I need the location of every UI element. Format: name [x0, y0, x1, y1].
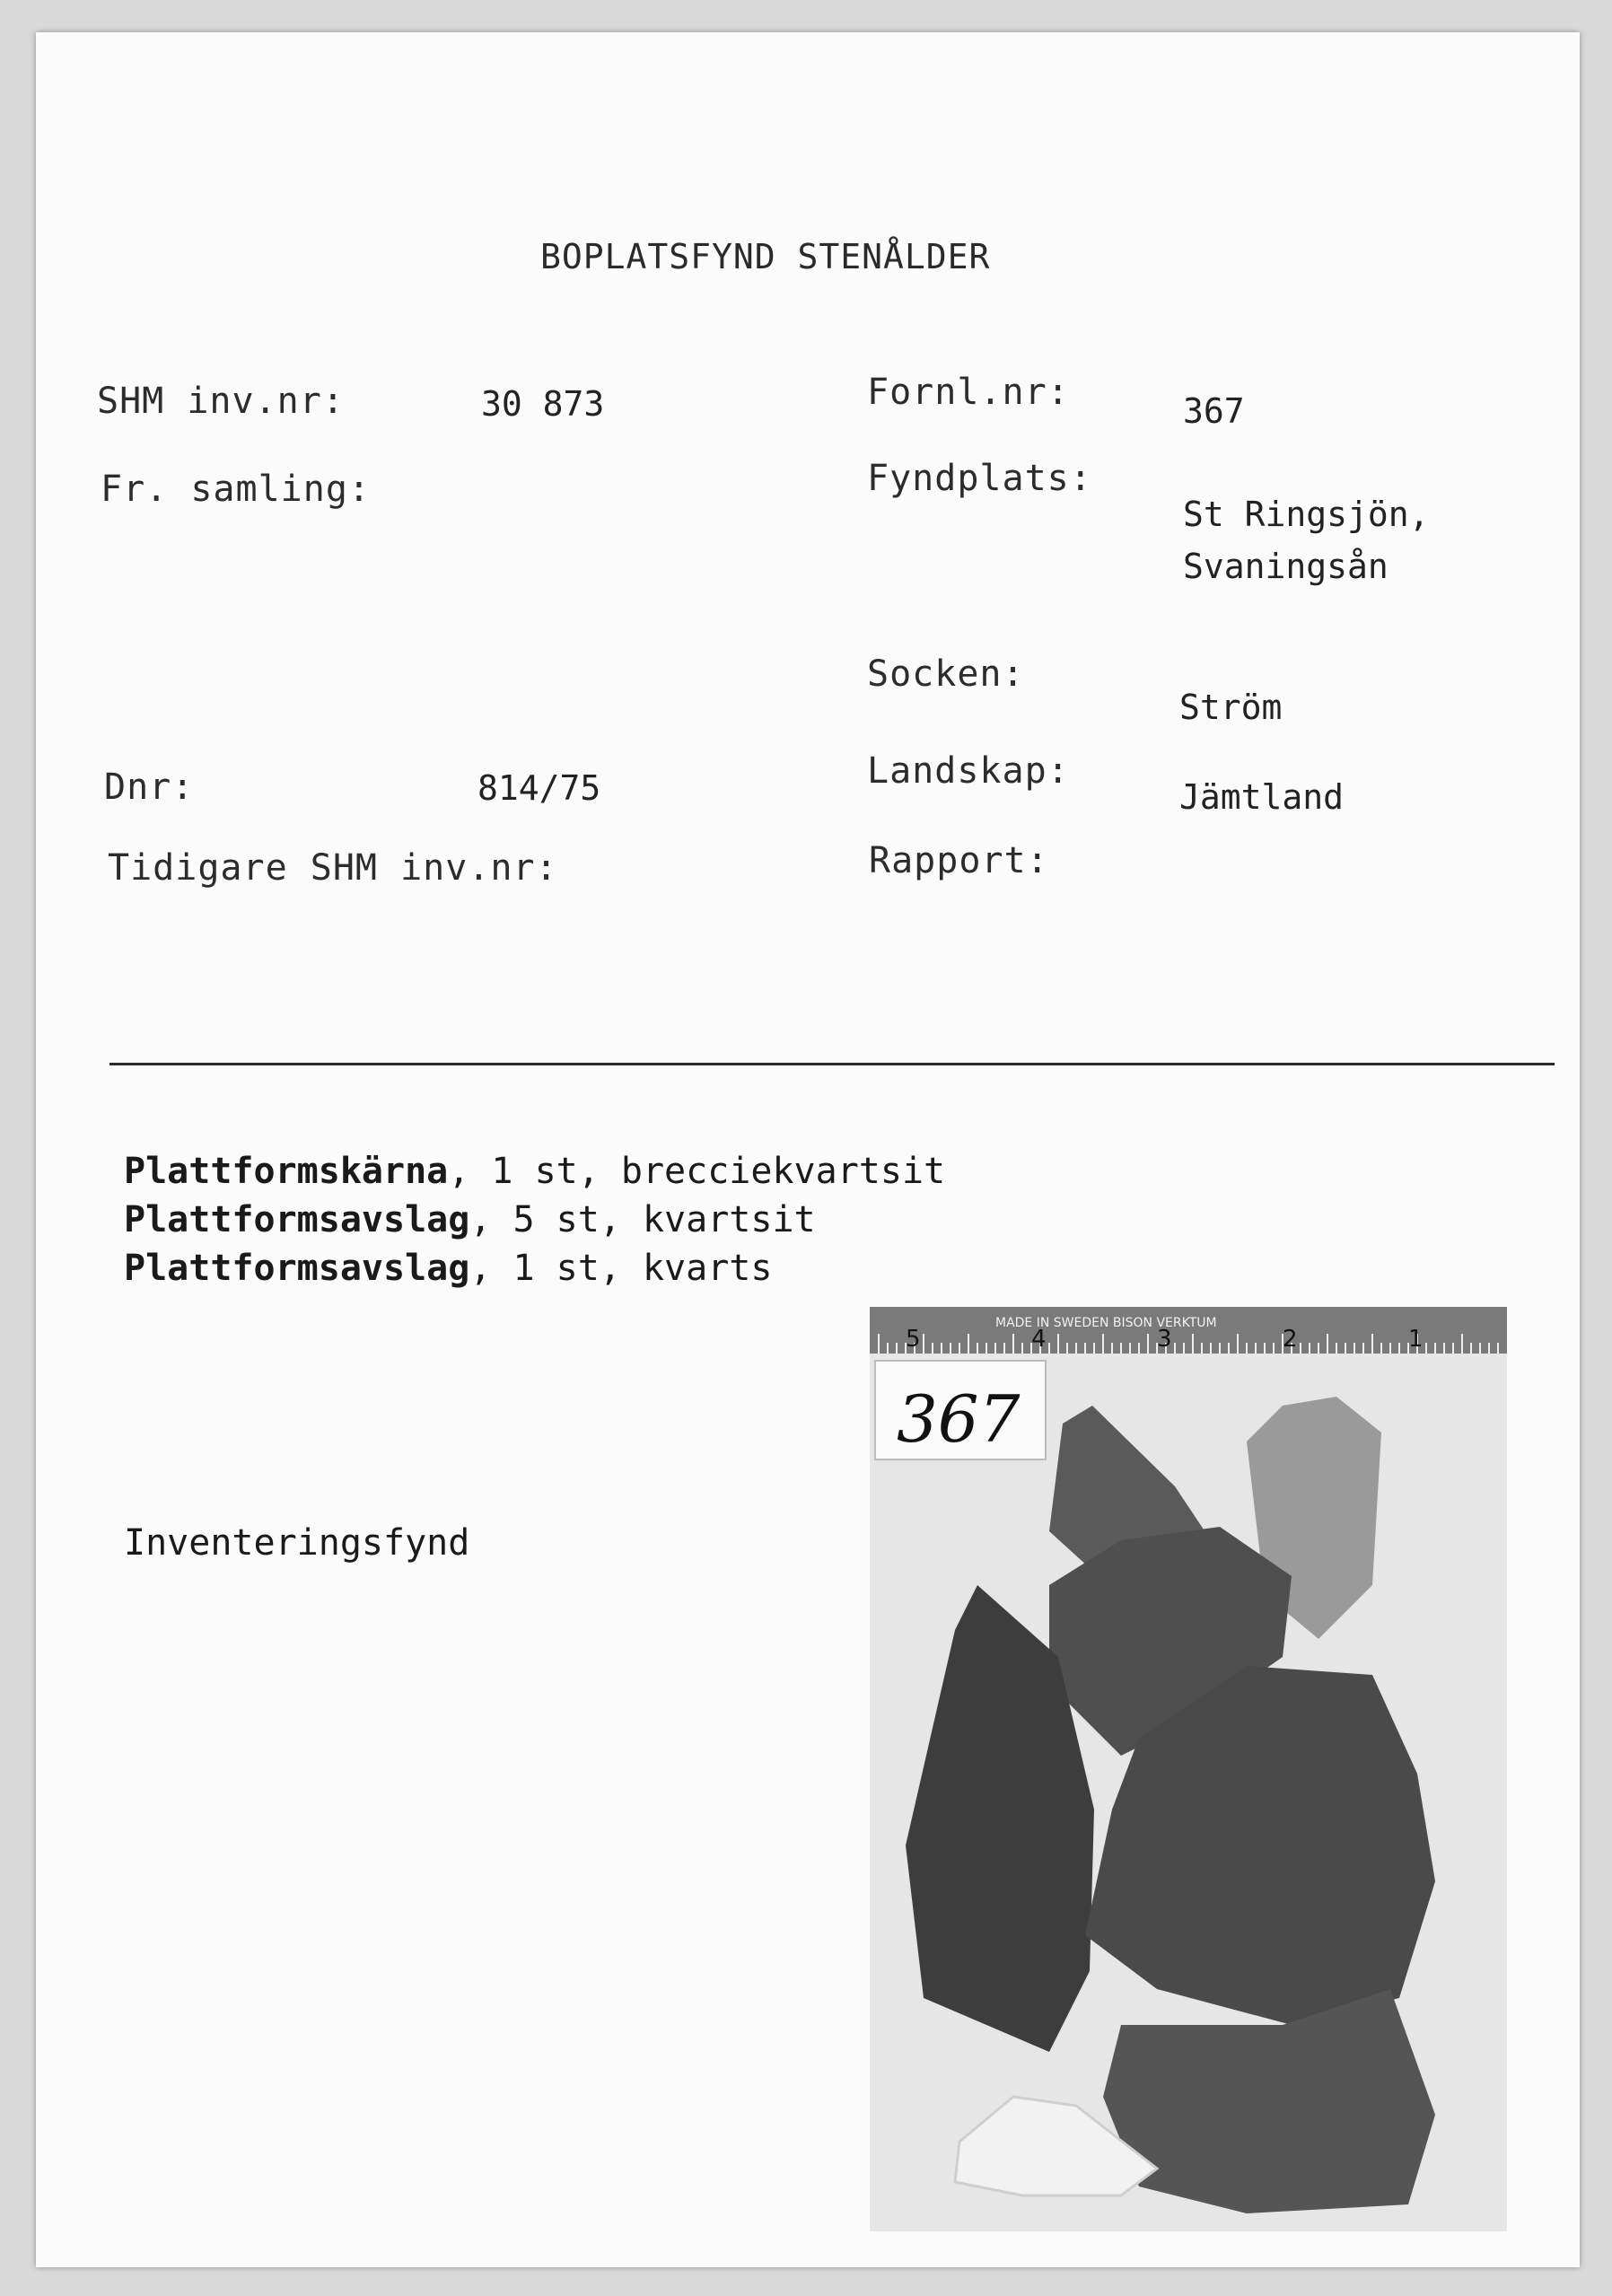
- find-item-name: Plattformsavslag: [124, 1199, 470, 1240]
- socken-label: Socken:: [867, 653, 1025, 695]
- find-photo-image: [870, 1307, 1507, 2231]
- tidigare-shm-label: Tidigare SHM inv.nr:: [108, 847, 558, 889]
- ruler-number: 3: [1157, 1326, 1172, 1353]
- fyndplats-value-line-2: Svaningsån: [1183, 547, 1389, 586]
- ruler-number: 2: [1283, 1326, 1298, 1353]
- fyndplats-label: Fyndplats:: [867, 458, 1092, 499]
- rapport-label: Rapport:: [869, 840, 1049, 881]
- fyndplats-value: [1183, 488, 1430, 592]
- find-item-name: Plattformskärna: [124, 1151, 449, 1192]
- fyndplats-value-line-1: St Ringsjön,: [1183, 495, 1430, 534]
- catalog-card: [36, 32, 1580, 2267]
- find-item: [124, 1151, 945, 1192]
- landskap-label: Landskap:: [867, 750, 1070, 792]
- landskap-value: Jämtland: [1179, 777, 1345, 817]
- ruler-number: 1: [1408, 1326, 1424, 1353]
- find-item-detail: , 1 st, kvarts: [469, 1248, 773, 1289]
- find-photograph: [870, 1307, 1507, 2231]
- socken-value: Ström: [1179, 688, 1283, 727]
- fornl-value: 367: [1183, 391, 1245, 431]
- ruler-number: 4: [1031, 1326, 1047, 1353]
- ruler-text: MADE IN SWEDEN BISON VERKTUM: [995, 1316, 1217, 1330]
- dnr-value: 814/75: [477, 768, 601, 808]
- card-title: BOPLATSFYND STENÅLDER: [540, 237, 991, 276]
- shm-inv-label: SHM inv.nr:: [97, 381, 345, 422]
- fornl-label: Fornl.nr:: [867, 372, 1070, 413]
- divider-line: [110, 1063, 1555, 1065]
- fr-samling-label: Fr. samling:: [101, 469, 371, 510]
- ruler-number: 5: [906, 1326, 921, 1353]
- find-item-detail: , 5 st, kvartsit: [469, 1199, 816, 1240]
- find-item: [124, 1248, 772, 1289]
- inventory-note: Inventeringsfynd: [124, 1522, 470, 1564]
- find-item-detail: , 1 st, brecciekvartsit: [448, 1151, 946, 1192]
- dnr-label: Dnr:: [104, 767, 195, 808]
- find-item: [124, 1199, 816, 1240]
- find-item-name: Plattformsavslag: [124, 1248, 470, 1289]
- photo-number-label: 367: [897, 1381, 1021, 1457]
- shm-inv-value: 30 873: [481, 384, 605, 424]
